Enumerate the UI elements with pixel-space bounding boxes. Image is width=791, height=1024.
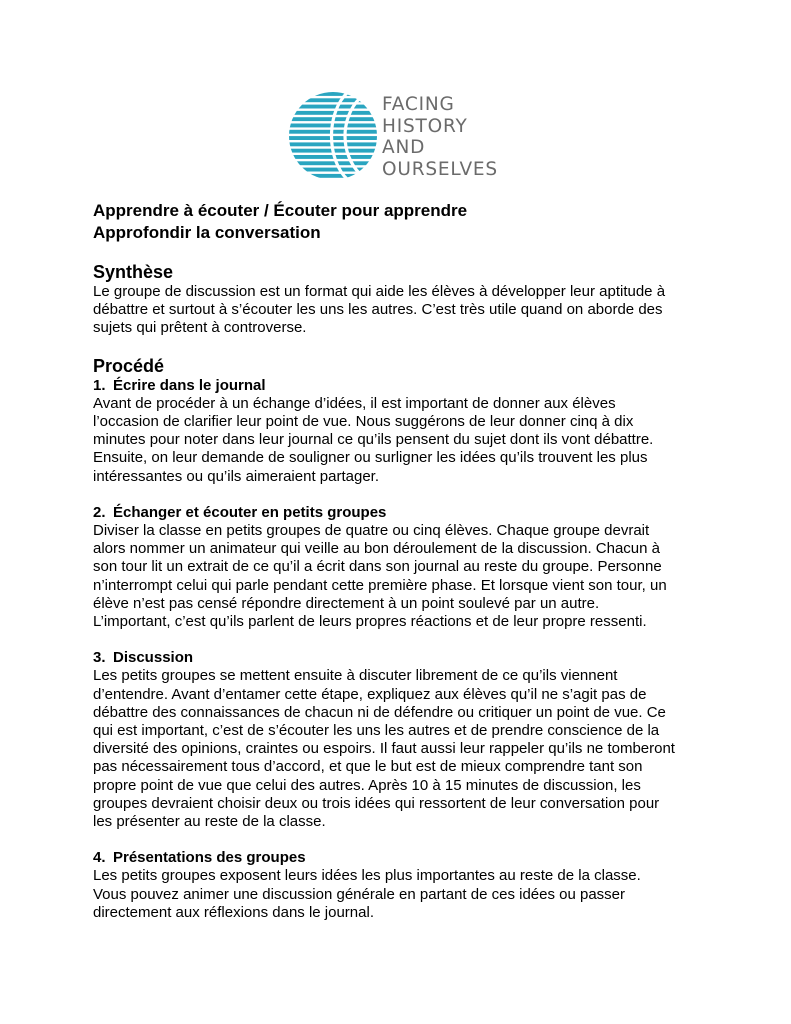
text-line: diversité des opinions, craintes ou espoirs. Il faut aussi leur rappeler qu’ils ne tomberont bbox=[93, 740, 675, 758]
brand-wordmark bbox=[382, 94, 498, 180]
title-line-2: Approfondir la conversation bbox=[93, 223, 321, 242]
step-number: 3. bbox=[93, 649, 106, 667]
text-line: Le groupe de discussion est un format qui aide les élèves à développer leur aptitude à bbox=[93, 283, 666, 300]
synthese-paragraph bbox=[93, 283, 703, 338]
brand-line: FACING bbox=[382, 94, 455, 115]
brand-line: AND bbox=[382, 137, 426, 158]
step-title: Discussion bbox=[113, 649, 194, 667]
step-title: Écrire dans le journal bbox=[113, 376, 266, 394]
text-line: l’occasion de clarifier leur point de vue. Nous suggérons de leur donner cinq à dix bbox=[93, 413, 634, 431]
document-title bbox=[93, 200, 703, 244]
text-line: débattre et surtout à s’écouter les uns les autres. C’est très utile quand on aborde des bbox=[93, 301, 663, 319]
step-number: 2. bbox=[93, 503, 106, 521]
globe-stripe bbox=[288, 174, 380, 178]
globe-stripe bbox=[288, 98, 380, 102]
text-line: pas nécessairement tous d’accord, et que le but est de mieux comprendre tant son bbox=[93, 758, 643, 776]
text-line: n’interrompt celui qui parle pendant cette première phase. Et lorsque vient son tour, un bbox=[93, 576, 667, 594]
globe-stripe bbox=[288, 168, 380, 172]
globe-stripe bbox=[288, 161, 380, 165]
text-line: élève n’est pas censé répondre directement à un point soulevé par un autre. bbox=[93, 594, 600, 612]
step-3 bbox=[93, 649, 703, 831]
facing-history-logo bbox=[288, 90, 503, 182]
globe-stripe bbox=[288, 105, 380, 109]
text-line: alors nommer un animateur qui veille au bon déroulement de la discussion. Chacun à bbox=[93, 540, 660, 558]
step-2 bbox=[93, 504, 703, 631]
step-paragraph bbox=[93, 395, 703, 486]
text-line: Ensuite, on leur demande de souligner ou surligner les idées qu’ils trouvent les plus bbox=[93, 449, 648, 467]
step-paragraph bbox=[93, 667, 703, 831]
step-1 bbox=[93, 377, 703, 486]
globe-stripe bbox=[288, 136, 380, 140]
step-title: Présentations des groupes bbox=[113, 849, 306, 867]
brand-line: OURSELVES bbox=[382, 158, 498, 180]
text-line: d’entendre. Avant d’entamer cette étape, expliquez aux élèves qu’il ne s’agit pas de bbox=[93, 685, 647, 703]
step-title: Échanger et écouter en petits groupes bbox=[113, 503, 387, 521]
text-line: qui est important, c’est de s’écouter les uns les autres et de prendre conscience de la bbox=[93, 722, 660, 740]
globe-stripe bbox=[288, 92, 380, 96]
synthese-section bbox=[93, 261, 703, 338]
step-number: 4. bbox=[93, 849, 106, 867]
procede-section bbox=[93, 355, 703, 922]
text-line: Avant de procéder à un échange d’idées, il est important de donner aux élèves bbox=[93, 394, 616, 412]
step-heading bbox=[93, 377, 703, 395]
text-line: groupes devraient choisir deux ou trois idées qui ressortent de leur conversation pour bbox=[93, 794, 660, 812]
step-paragraph bbox=[93, 867, 703, 922]
text-line: les présenter au reste de la classe. bbox=[93, 813, 326, 831]
brand-line: HISTORY bbox=[382, 115, 468, 137]
step-paragraph bbox=[93, 522, 703, 631]
synthese-heading: Synthèse bbox=[93, 262, 174, 282]
text-line: débattre des connaissances de chacun ni de défendre ou critiquer un point de vue. Ce bbox=[93, 703, 666, 721]
step-heading bbox=[93, 849, 703, 867]
globe-stripe bbox=[288, 130, 380, 134]
title-line-1: Apprendre à écouter / Écouter pour apprendre bbox=[93, 201, 468, 220]
step-4 bbox=[93, 849, 703, 922]
text-line: Les petits groupes exposent leurs idées les plus importantes au reste de la classe. bbox=[93, 867, 641, 885]
step-heading bbox=[93, 504, 703, 522]
text-line: minutes pour noter dans leur journal ce qu’ils pensent du sujet dont ils vont débattre. bbox=[93, 431, 654, 449]
text-line: son tour lit un extrait de ce qu’il a écrit dans son journal au reste du groupe. Personne bbox=[93, 558, 662, 576]
text-line: Les petits groupes se mettent ensuite à discuter librement de ce qu’ils viennent bbox=[93, 667, 618, 685]
text-line: sujets qui prêtent à controverse. bbox=[93, 319, 307, 337]
text-line: intéressantes ou qu’ils aimeraient partager. bbox=[93, 467, 379, 485]
text-line: directement aux réflexions dans le journal. bbox=[93, 903, 374, 921]
step-heading bbox=[93, 649, 703, 667]
text-line: L’important, c’est qu’ils parlent de leurs propres réactions et de leur propre ressenti. bbox=[93, 613, 647, 631]
step-number: 1. bbox=[93, 376, 106, 394]
document-body bbox=[93, 200, 703, 922]
text-line: Diviser la classe en petits groupes de quatre ou cinq élèves. Chaque groupe devrait bbox=[93, 522, 650, 540]
text-line: Vous pouvez animer une discussion générale en partant de ces idées ou passer bbox=[93, 885, 626, 903]
procede-heading: Procédé bbox=[93, 355, 165, 376]
globe-stripe bbox=[288, 142, 380, 146]
text-line: propre point de vue que celui des autres. Après 10 à 15 minutes de discussion, les bbox=[93, 776, 641, 794]
globe-icon bbox=[288, 90, 380, 182]
